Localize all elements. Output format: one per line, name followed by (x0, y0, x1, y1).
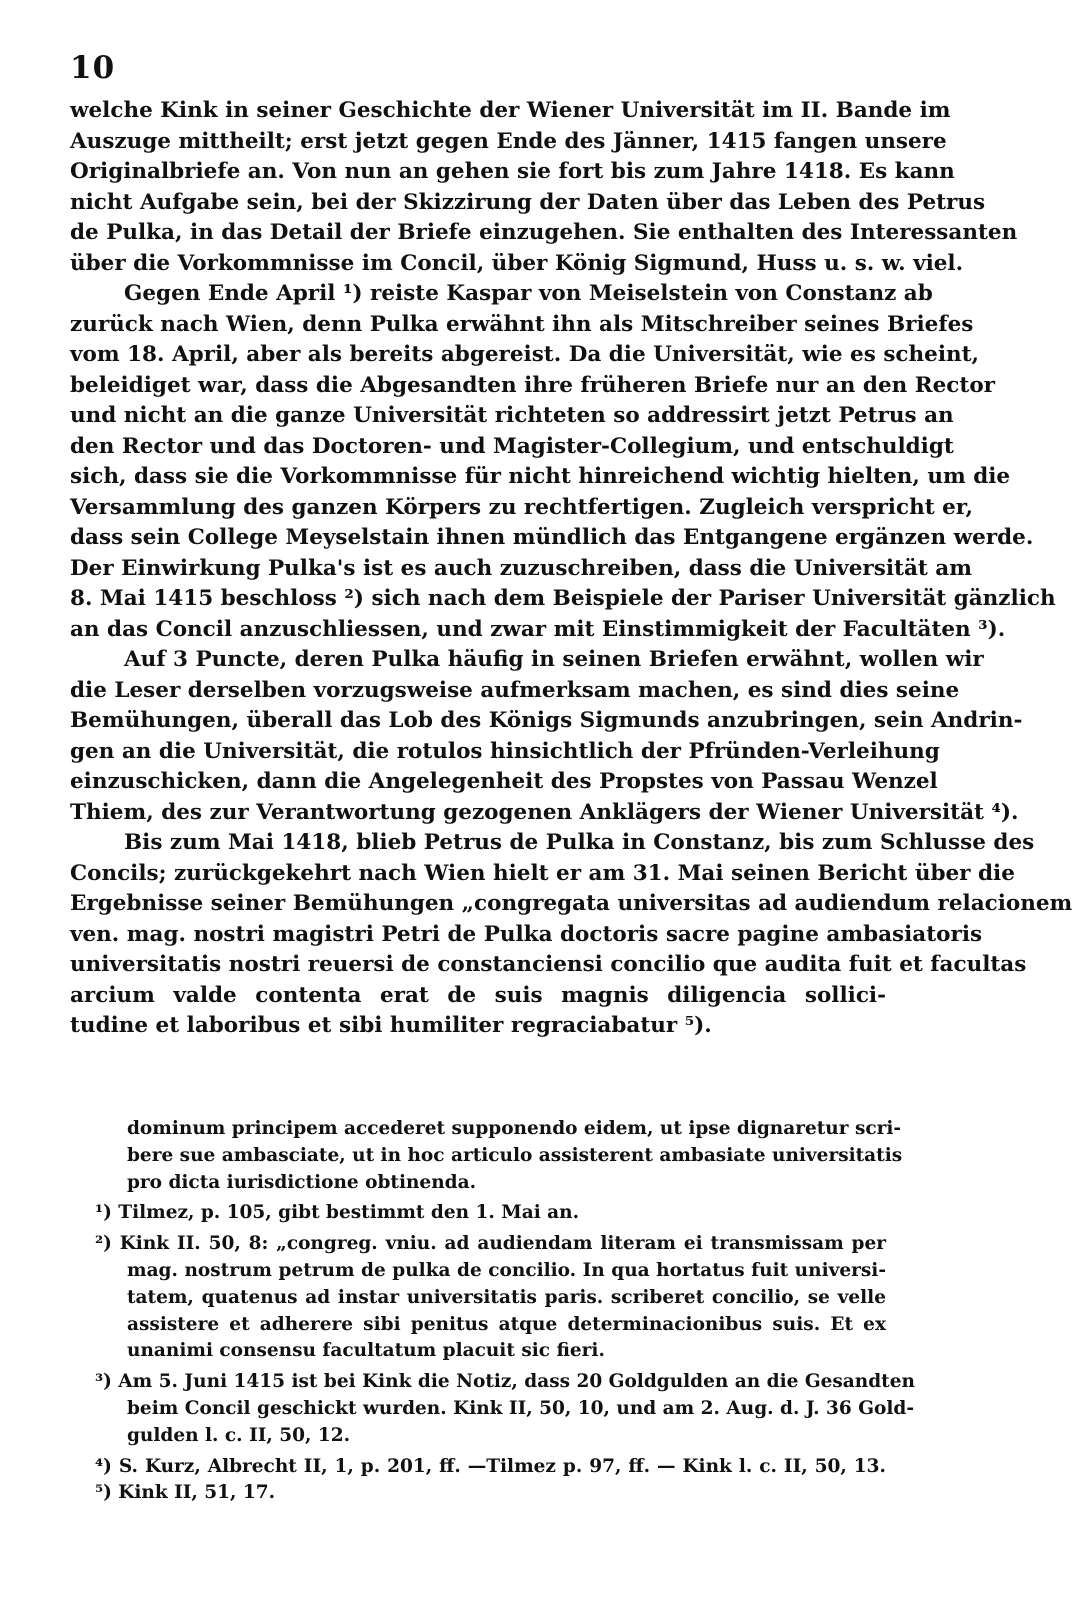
main-text-block (70, 96, 1072, 1042)
footnote-line: gulden l. c. II, 50, 12. (127, 1424, 351, 1446)
body-line: zurück nach Wien, denn Pulka erwähnt ihn als Mitschreiber seines Briefes (70, 311, 974, 337)
body-line: Auf 3 Puncte, deren Pulka häufig in seinen Briefen erwähnt, wollen wir (124, 647, 984, 672)
footnote-line: tatem, quatenus ad instar universitatis paris. scriberet concilio, se velle (127, 1286, 886, 1308)
body-line: über die Vorkommnisse im Concil, über König Sigmund, Huss u. s. w. viel. (70, 250, 964, 276)
body-line: Gegen Ende April ¹) reiste Kaspar von Meiselstein von Constanz ab (124, 281, 933, 306)
body-line: universitatis nostri reuersi de constanciensi concilio que audita fuit et facultas (70, 952, 1027, 977)
body-line: nicht Aufgabe sein, bei der Skizzirung der Daten über das Leben des Petrus (70, 189, 986, 215)
body-line: beleidiget war, dass die Abgesandten ihre früheren Briefe nur an den Rector (70, 372, 995, 398)
body-line: de Pulka, in das Detail der Briefe einzugehen. Sie enthalten des Interessanten (70, 220, 1018, 245)
footnote-line: assistere et adherere sibi penitus atque determinacionibus suis. Et ex (127, 1313, 886, 1335)
body-line: einzuschicken, dann die Angelegenheit des Propstes von Passau Wenzel (70, 769, 938, 794)
body-line: dass sein College Meyselstain ihnen mündlich das Entgangene ergänzen werde. (70, 525, 1034, 550)
footnote-line: pro dicta iurisdictione obtinenda. (127, 1171, 477, 1193)
footnote-line: beim Concil geschickt wurden. Kink II, 50, 10, und am 2. Aug. d. J. 36 Gold- (127, 1397, 915, 1419)
footnote-line: ²) Kink II. 50, 8: „congreg. vniu. ad audiendam literam ei transmissam per (95, 1233, 886, 1255)
footnote-line: mag. nostrum petrum de pulka de concilio. In qua hortatus fuit universi- (127, 1259, 886, 1281)
body-line: Der Einwirkung Pulka's ist es auch zuzuschreiben, dass die Universität am (70, 555, 972, 581)
body-line: welche Kink in seiner Geschichte der Wiener Universität im II. Bande im (70, 98, 951, 123)
body-line: Ergebnisse seiner Bemühungen „congregata universitas ad audiendum relacionem (70, 891, 1072, 916)
body-line: 8. Mai 1415 beschloss ²) sich nach dem Beispiele der Pariser Universität gänzlich (70, 586, 1056, 611)
body-line: an das Concil anzuschliessen, und zwar mit Einstimmigkeit der Facultäten ³). (70, 616, 1006, 642)
footnote-line: bere sue ambasciate, ut in hoc articulo assisterent ambasiate universitatis (127, 1144, 903, 1166)
body-line: Thiem, des zur Verantwortung gezogenen Anklägers der Wiener Universität ⁴). (70, 799, 1019, 825)
body-line: Auszuge mittheilt; erst jetzt gegen Ende des Jänner, 1415 fangen unsere (70, 128, 947, 154)
body-line: tudine et laboribus et sibi humiliter regraciabatur ⁵). (70, 1013, 712, 1038)
footnote-line: ⁴) S. Kurz, Albrecht II, 1, p. 201, ff. —Tilmez p. 97, ff. — Kink l. c. II, 50, 13. (95, 1455, 886, 1477)
body-line: Bemühungen, überall das Lob des Königs Sigmunds anzubringen, sein Andrin- (70, 708, 1023, 733)
body-line: die Leser derselben vorzugsweise aufmerksam machen, es sind dies seine (70, 677, 960, 703)
footnote-line: ³) Am 5. Juni 1415 ist bei Kink die Notiz, dass 20 Goldgulden an die Gesandten (95, 1371, 915, 1393)
body-line: arcium valde contenta erat de suis magnis diligencia sollici- (70, 982, 886, 1008)
footnote-line: unanimi consensu facultatum placuit sic fieri. (127, 1340, 605, 1362)
body-line: ven. mag. nostri magistri Petri de Pulka doctoris sacre pagine ambasiatoris (70, 921, 983, 947)
body-line: und nicht an die ganze Universität richteten so addressirt jetzt Petrus an (70, 403, 954, 428)
body-line: gen an die Universität, die rotulos hinsichtlich der Pfründen-Verleihung (70, 738, 940, 764)
body-line: Originalbriefe an. Von nun an gehen sie fort bis zum Jahre 1418. Es kann (70, 159, 955, 184)
footnote-line: dominum principem accederet supponendo eidem, ut ipse dignaretur scri- (127, 1118, 902, 1139)
footnote-line: ¹) Tilmez, p. 105, gibt bestimmt den 1. Mai an. (95, 1202, 580, 1224)
footnote-line: ⁵) Kink II, 51, 17. (95, 1482, 276, 1504)
body-line: Versammlung des ganzen Körpers zu rechtfertigen. Zugleich verspricht er, (70, 494, 974, 520)
body-line: vom 18. April, aber als bereits abgereist. Da die Universität, wie es scheint, (70, 342, 980, 367)
body-line: sich, dass sie die Vorkommnisse für nicht hinreichend wichtig hielten, um die (70, 464, 1011, 489)
body-line: den Rector und das Doctoren- und Magister-Collegium, und entschuldigt (70, 433, 954, 459)
page-number: 10 (70, 50, 116, 86)
body-line: Concils; zurückgekehrt nach Wien hielt er am 31. Mai seinen Bericht über die (70, 860, 1015, 886)
body-line: Bis zum Mai 1418, blieb Petrus de Pulka in Constanz, bis zum Schlusse des (124, 830, 1035, 855)
footnotes-block (95, 1116, 915, 1507)
